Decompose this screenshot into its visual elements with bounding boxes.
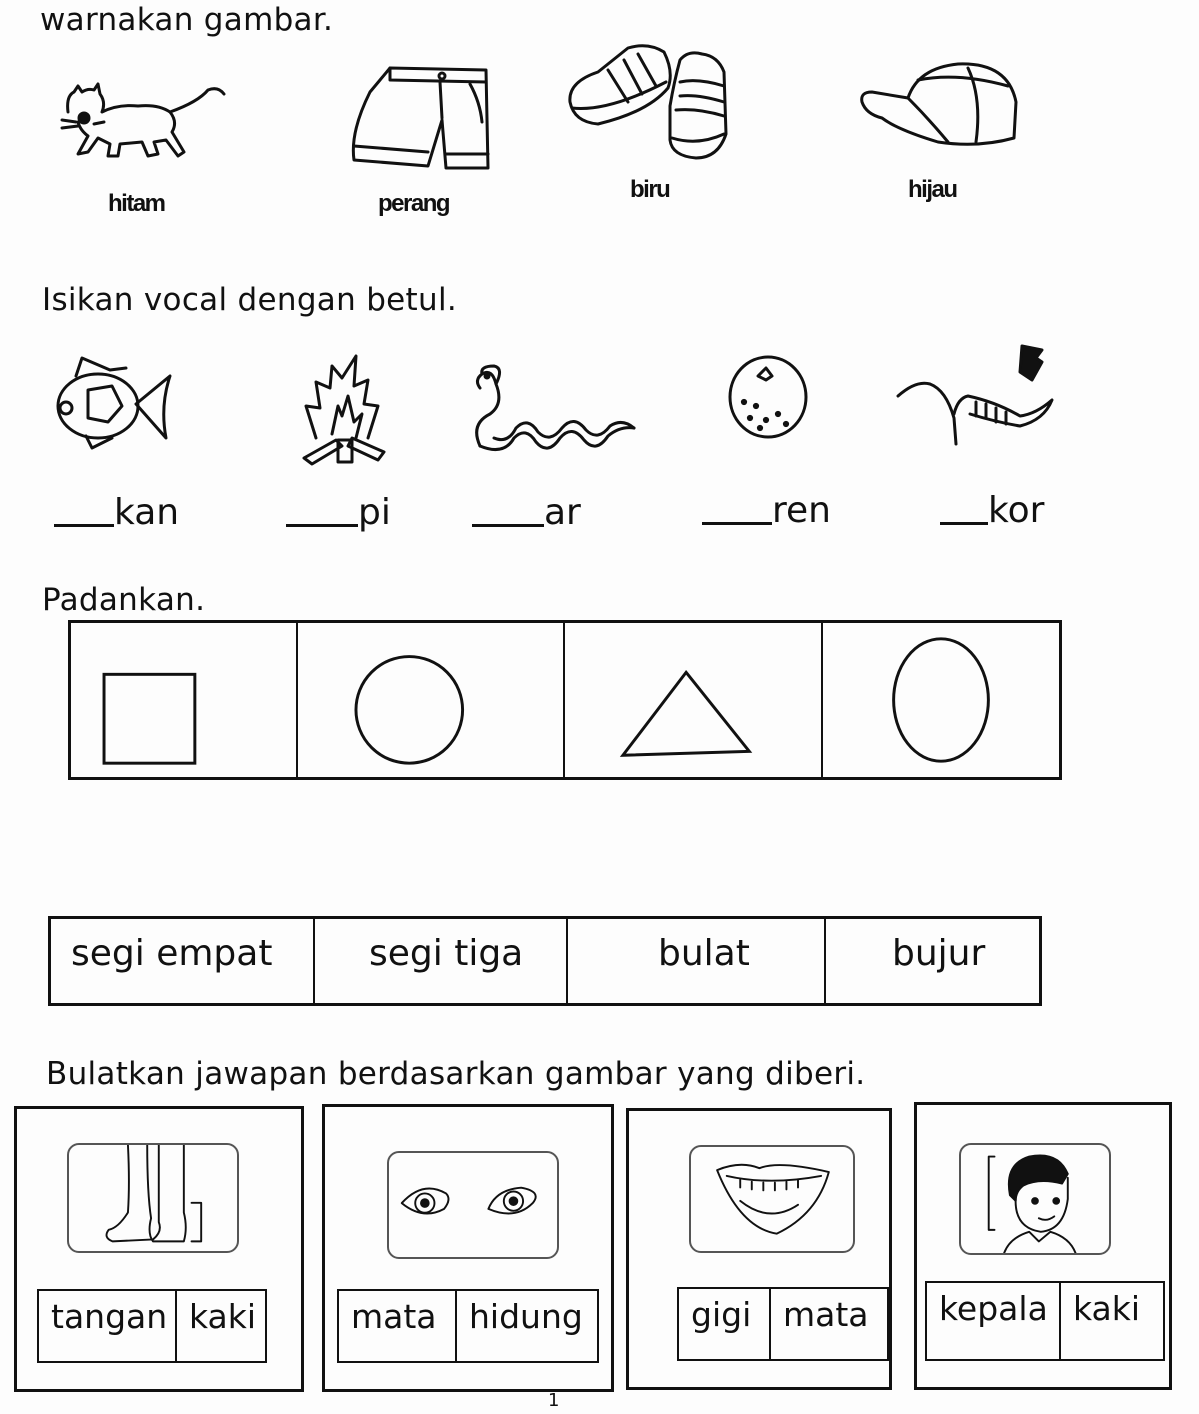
- answer-line[interactable]: [472, 524, 544, 527]
- feet-picture: [67, 1143, 239, 1253]
- answer-options: [677, 1287, 889, 1361]
- vowel-blank[interactable]: [940, 490, 1044, 531]
- question-card-feet: [14, 1106, 304, 1392]
- answer-option[interactable]: hidung: [469, 1297, 583, 1336]
- answer-options: [337, 1289, 599, 1363]
- answer-options: [37, 1289, 267, 1363]
- word-suffix: kor: [988, 490, 1045, 531]
- colour-label: perang: [378, 190, 450, 217]
- colour-label: hitam: [108, 190, 165, 217]
- orange-picture: [726, 354, 810, 440]
- colour-label: biru: [630, 176, 670, 203]
- word-suffix: ar: [544, 492, 581, 533]
- eyes-picture: [387, 1151, 559, 1259]
- answer-option[interactable]: mata: [339, 1291, 457, 1361]
- page-number: 1: [548, 1390, 560, 1411]
- question-card-mouth: [626, 1108, 892, 1390]
- shape-cell-triangle[interactable]: [565, 623, 823, 777]
- shape-cell-oval[interactable]: [823, 623, 1059, 777]
- vowel-blank[interactable]: [702, 490, 831, 531]
- instruction-colour: warnakan gambar.: [40, 2, 334, 38]
- colour-label: hijau: [908, 176, 957, 203]
- cat-picture: [58, 82, 228, 166]
- worm-picture: [896, 344, 1056, 444]
- answer-line[interactable]: [940, 522, 988, 525]
- shoes-picture: [568, 42, 740, 160]
- shape-cell-circle[interactable]: [298, 623, 565, 777]
- answer-option[interactable]: tangan: [39, 1291, 177, 1361]
- cap-picture: [858, 58, 1018, 150]
- shape-name[interactable]: segi tiga: [315, 919, 568, 1003]
- shape-name[interactable]: bujur: [892, 933, 986, 974]
- fire-picture: [302, 356, 386, 464]
- answer-option[interactable]: kaki: [189, 1297, 257, 1336]
- shape-name-table: [48, 916, 1042, 1006]
- word-suffix: ren: [772, 490, 831, 531]
- answer-options: [925, 1281, 1165, 1361]
- answer-line[interactable]: [54, 524, 114, 527]
- vowel-blank[interactable]: [286, 492, 391, 533]
- boy-head-picture: [959, 1143, 1111, 1255]
- answer-option[interactable]: kepala: [927, 1283, 1061, 1359]
- question-card-eyes: [322, 1104, 614, 1392]
- answer-option[interactable]: gigi: [679, 1289, 771, 1359]
- instruction-vowel: Isikan vocal dengan betul.: [42, 282, 458, 318]
- shorts-picture: [350, 62, 490, 172]
- question-card-head: [914, 1102, 1172, 1390]
- fish-picture: [52, 356, 178, 448]
- vowel-blank[interactable]: [472, 492, 581, 533]
- word-suffix: pi: [358, 492, 391, 533]
- shape-name[interactable]: segi empat: [51, 919, 315, 1003]
- instruction-match: Padankan.: [42, 582, 206, 618]
- shape-table: [68, 620, 1062, 780]
- instruction-circle: Bulatkan jawapan berdasarkan gambar yang diberi.: [46, 1056, 866, 1092]
- word-suffix: kan: [114, 492, 180, 533]
- answer-option[interactable]: mata: [783, 1295, 869, 1334]
- snake-picture: [474, 364, 636, 456]
- answer-line[interactable]: [702, 522, 772, 525]
- vowel-blank[interactable]: [54, 492, 179, 533]
- shape-name[interactable]: bulat: [568, 919, 826, 1003]
- answer-line[interactable]: [286, 524, 358, 527]
- shape-cell-square[interactable]: [71, 623, 298, 777]
- mouth-picture: [689, 1145, 855, 1253]
- answer-option[interactable]: kaki: [1073, 1289, 1141, 1328]
